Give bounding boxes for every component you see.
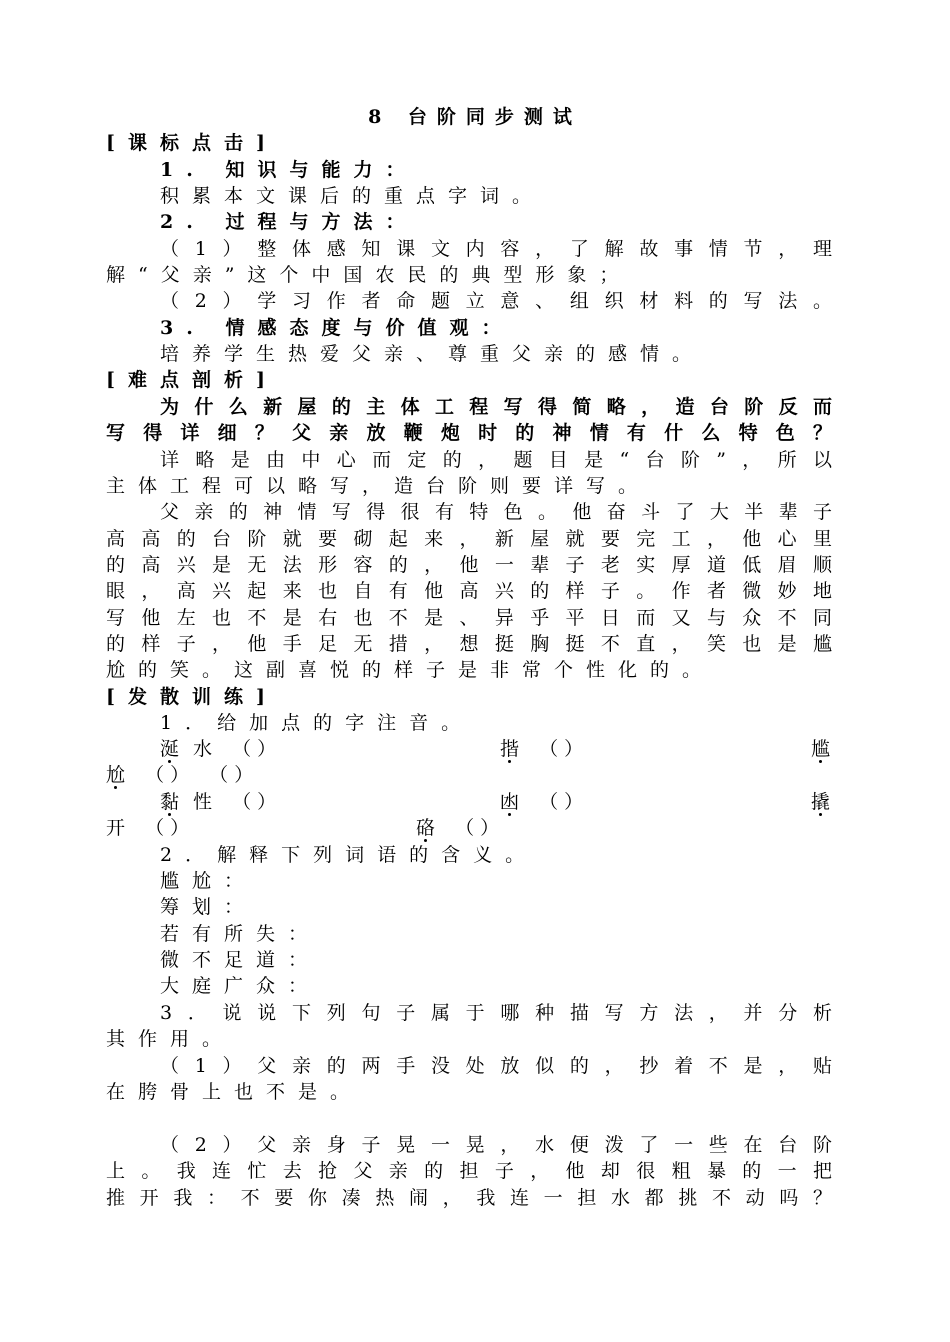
pinyin-item-ga [106, 762, 253, 788]
term-chouhua: 筹划： [160, 896, 257, 918]
term-datingguangzhong: 大庭广众： [160, 975, 321, 997]
term-ruoyousuoshi: 若有所失： [160, 923, 321, 945]
dotted-char: 涎 [160, 738, 180, 760]
answer-blank[interactable]: （ ） [539, 738, 584, 760]
section-header-difficulty: [难点剖析] [106, 369, 278, 391]
text-process-2: （2）学习作者命题立意、组织材料的写法。 [160, 290, 832, 312]
pinyin-item-gan [811, 736, 830, 762]
body-line-1: 父亲的神情写得很有特色。他奋斗了大半辈子 [160, 501, 832, 523]
dotted-char: 凼 [500, 791, 520, 813]
exercise-1-prompt: 1．给加点的字注音。 [160, 712, 474, 734]
sentence-2-line-1: （2）父亲身子晃一晃，水便泼了一些在台阶 [160, 1134, 832, 1156]
dotted-char: 黏 [160, 791, 180, 813]
term-ganga: 尴尬： [160, 870, 257, 892]
char: 性 [193, 791, 213, 813]
pinyin-item-nianxing [160, 789, 276, 815]
body-line-2: 高高的台阶就要砌起来，新屋就要完工，他心里 [106, 528, 832, 550]
pinyin-item-ge [416, 815, 499, 841]
answer-blank[interactable]: （ ） [232, 738, 277, 760]
answer-blank[interactable]: （ ） [455, 817, 500, 839]
char: 水 [193, 738, 213, 760]
text-process-1b: 解“父亲”这个中国农民的典型形象； [106, 264, 632, 286]
dotted-char: 撬 [811, 791, 831, 813]
term-weibuzudao: 微不足道： [160, 949, 321, 971]
text-emotion: 培养学生热爱父亲、尊重父亲的感情。 [160, 343, 705, 365]
answer-line-1: 详略是由中心而定的，题目是“台阶”，所以 [160, 449, 832, 471]
subheading-emotion: 3. 情感态度与价值观： [160, 317, 514, 339]
dotted-char: 尴 [811, 738, 831, 760]
pinyin-item-kai [500, 736, 583, 762]
exercise-3-prompt-a: 3．说说下列句子属于哪种描写方法，并分析 [160, 1002, 832, 1024]
page-title: 8 台阶同步测试 [368, 106, 582, 128]
dotted-char: 揩 [500, 738, 520, 760]
body-line-4: 眼，高兴起来也自有他高兴的样子。作者微妙地 [106, 580, 832, 602]
answer-blank[interactable]: （ ） [232, 791, 277, 813]
pinyin-item-dang [500, 789, 583, 815]
subheading-knowledge: 1. 知识与能力： [160, 159, 418, 181]
sentence-1-line-1: （1）父亲的两手没处放似的，抄着不是，贴 [160, 1055, 832, 1077]
sentence-2-line-3: 推开我：不要你凑热闹，我连一担水都挑不动吗？ [106, 1187, 832, 1209]
body-line-6: 的样子，他手足无措，想挺胸挺不直，笑也是尴 [106, 633, 832, 655]
text-process-1a: （1）整体感知课文内容，了解故事情节，理 [160, 238, 832, 260]
question-line-1: 为什么新屋的主体工程写得简略，造台阶反而 [160, 396, 832, 418]
question-line-2: 写得详细？父亲放鞭炮时的神情有什么特色？ [106, 422, 832, 444]
pinyin-item-qiao [811, 789, 830, 815]
body-line-7: 尬的笑。这副喜悦的样子是非常个性化的。 [106, 659, 715, 681]
text-knowledge: 积累本文课后的重点字词。 [160, 185, 545, 207]
answer-line-2: 主体工程可以略写，造台阶则要详写。 [106, 475, 651, 497]
answer-blank[interactable]: （ ） [145, 764, 190, 786]
section-header-exercises: [发散训练] [106, 686, 278, 708]
dotted-char: 尬 [106, 764, 126, 786]
sentence-1-line-2: 在胯骨上也不是。 [106, 1081, 363, 1103]
sentence-2-line-2: 上。我连忙去抢父亲的担子，他却很粗暴的一把 [106, 1160, 832, 1182]
section-header-curriculum: [课标点击] [106, 132, 278, 154]
pinyin-item-xianshui [160, 736, 276, 762]
answer-blank[interactable]: （ ） [145, 817, 190, 839]
body-line-5: 写他左也不是右也不是、异乎平日而又与众不同 [106, 607, 832, 629]
pinyin-item-kai2 [106, 815, 189, 841]
subheading-process: 2. 过程与方法： [160, 211, 418, 233]
exercise-3-prompt-b: 其作用。 [106, 1028, 235, 1050]
answer-blank[interactable]: （ ） [209, 764, 254, 786]
char: 开 [106, 817, 126, 839]
answer-blank[interactable]: （ ） [539, 791, 584, 813]
dotted-char: 硌 [416, 817, 436, 839]
body-line-3: 的高兴是无法形容的，他一辈子老实厚道低眉顺 [106, 554, 832, 576]
exercise-2-prompt: 2．解释下列词语的含义。 [160, 844, 538, 866]
